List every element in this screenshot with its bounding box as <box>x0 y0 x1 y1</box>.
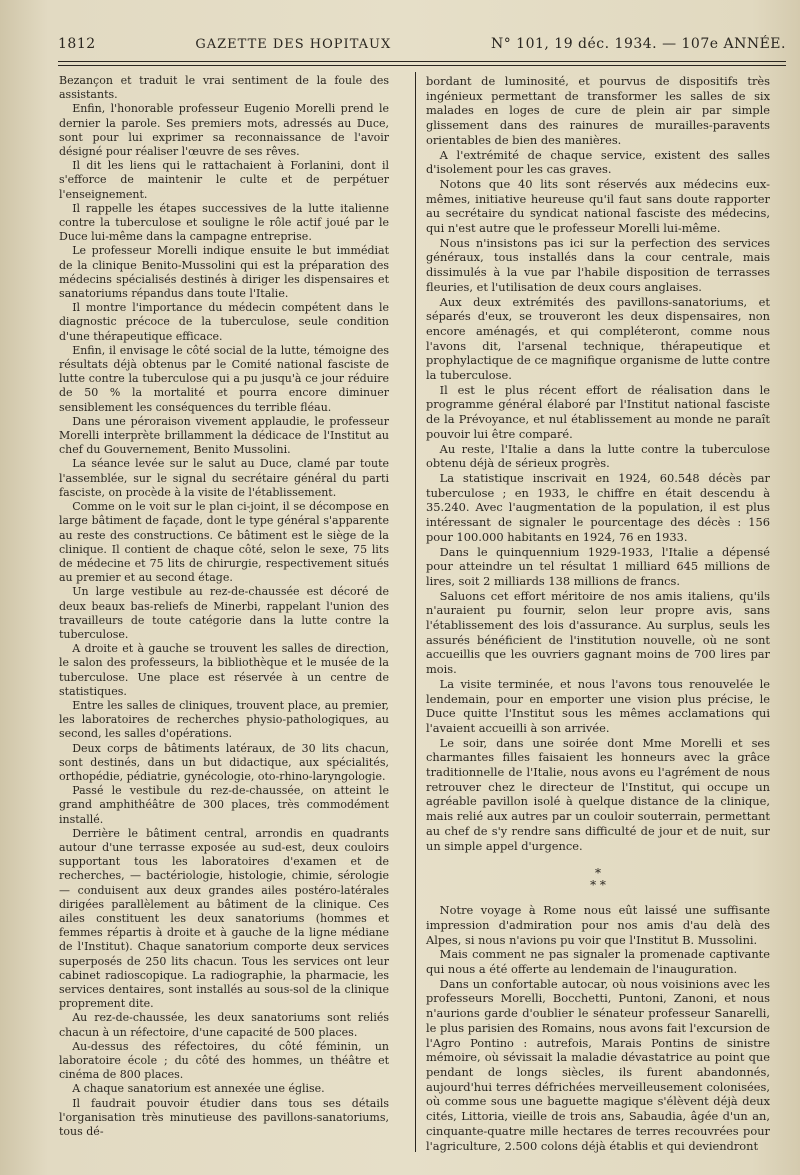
paragraph: Nous n'insistons pas ici sur la perfection des services généraux, tous installés dans la cour centrale, mais dissimulés à la vue par l'habile disposition de terrasses fleuries, et l'utilisation de deux cours anglaises. <box>426 235 770 294</box>
paragraph: Mais comment ne pas signaler la promenade captivante qui nous a été offerte au lendemain de l'inauguration. <box>426 947 770 977</box>
paragraph: Derrière le bâtiment central, arrondis en quadrants autour d'une terrasse exposée au sud-est, deux couloirs supportant tous les laboratoires d'examen et de recherches, — bactériologie, histologie, chimie, sérologie — conduisent aux deux grandes ailes postéro-latérales dirigées parallèlement au bâtiment de la clinique. Ces ailes constituent les deux sanatoriums (hommes et femmes répartis à droite et à gauche de la ligne médiane de l'Institut). Chaque sanatorium comporte deux services superposés de 250 lits chacun. Tous les services ont leur cabinet radioscopique. La radiographie, la pharmacie, les services dentaires, sont installés au sous-sol de la clinique proprement dite. <box>59 826 389 1011</box>
right-column <box>426 74 770 1153</box>
paragraph: Au reste, l'Italie a dans la lutte contre la tuberculose obtenu déjà de sérieux progrès. <box>426 441 770 471</box>
paragraph: Notre voyage à Rome nous eût laissé une suffisante impression d'admiration pour nos amis d'au delà des Alpes, si nous n'avions pu voir que l'Institut B. Mussolini. <box>426 903 770 947</box>
paragraph: Dans une péroraison vivement applaudie, le professeur Morelli interprète brillamment la dédicace de l'Institut au chef du Gouvernement, Benito Mussolini. <box>59 414 389 457</box>
paragraph: Au-dessus des réfectoires, du côté féminin, un laboratoire école ; du côté des hommes, un théâtre et cinéma de 800 places. <box>59 1039 389 1082</box>
paragraph: Comme on le voit sur le plan ci-joint, il se décompose en large bâtiment de façade, dont le type général s'apparente au reste des constructions. Ce bâtiment est le siège de la clinique. Il contient de chaque côté, selon le sexe, 75 lits de médecine et 75 lits de chirurgie, respectivement situés au premier et au second étage. <box>59 500 389 585</box>
page-header <box>58 36 786 56</box>
separator-stars: * * <box>590 878 606 893</box>
paragraph: Bezançon et traduit le vrai sentiment de la foule des assistants. <box>59 74 389 102</box>
column-divider <box>415 72 416 1152</box>
paragraph: Saluons cet effort méritoire de nos amis italiens, qu'ils n'auraient pu fournir, selon leur propre avis, sans l'établissement des lois d'assurance. Au surplus, seuls les assurés bénéficient de l'institution nouvelle, où ne sont accueillis que les ouvriers gagnant moins de 700 lires par mois. <box>426 588 770 677</box>
paragraph: Enfin, il envisage le côté social de la lutte, témoigne des résultats déjà obtenus par le Comité national fasciste de lutte contre la tuberculose qui a pu jusqu'à ce jour réduire de 50 % la mortalité et pourra encore diminuer sensiblement les conséquences du terrible fléau. <box>59 343 389 414</box>
paragraph: Il faudrait pouvoir étudier dans tous ses détails l'organisation très minutieuse des pavillons-sanatoriums, tous dé- <box>59 1096 389 1139</box>
paragraph: A chaque sanatorium est annexée une église. <box>72 1082 325 1096</box>
paragraph: Il est le plus récent effort de réalisation dans le programme général élaboré par l'Institut national fasciste de la Prévoyance, et nul établissement au monde ne paraît pouvoir lui être comparé. <box>426 382 770 441</box>
paragraph: Il rappelle les étapes successives de la lutte italienne contre la tuberculose et souligne le rôle actif joué par le Duce lui-même dans la campagne entreprise. <box>59 201 389 244</box>
paragraph: La visite terminée, et nous l'avons tous renouvelée le lendemain, pour en emporter une vision plus précise, le Duce quitte l'Institut sous les mêmes acclamations qui l'avaient accueilli à son arrivée. <box>426 676 770 735</box>
paragraph: Le soir, dans une soirée dont Mme Morelli et ses charmantes filles faisaient les honneurs avec la grâce traditionnelle de l'Italie, nous avons eu l'agrément de nous retrouver chez le directeur de l'Institut, qui occupe un agréable pavillon isolé à quelque distance de la clinique, mais relié aux autres par un couloir souterrain, permettant au chef de s'y rendre sans difficulté de jour et de nuit, sur un simple appel d'urgence. <box>426 735 770 853</box>
page-number: 1812 <box>58 36 96 52</box>
paragraph: La statistique inscrivait en 1924, 60.548 décès par tuberculose ; en 1933, le chiffre en était descendu à 35.240. Avec l'augmentation de la population, il est plus intéressant de signaler le pourcentage des décès : 156 pour 100.000 habitants en 1924, 76 en 1933. <box>426 470 770 544</box>
paragraph: A l'extrémité de chaque service, existent des salles d'isolement pour les cas graves. <box>426 147 770 177</box>
paragraph: Dans un confortable autocar, où nous voisinions avec les professeurs Morelli, Bocchetti, Puntoni, Zanoni, et nous n'aurions garde d'oublier le sénateur professeur Sanarelli, le plus parisien des Romains, nous avons fait l'excursion de l'Agro Pontino : autrefois, Marais Pontins de sinistre mémoire, où sévissait la maladie dévastatrice au point que pendant de longs siècles, ils furent abandonnés, aujourd'hui terres défrichées merveilleusement colonisées, où comme sous une baguette magique s'élèvent déjà deux cités, Littoria, vieille de trois ans, Sabaudia, âgée d'un an, cinquante-quatre mille hectares de terres recouvrées pour l'agriculture, 2.500 colons déjà établis et qui deviendront <box>426 976 770 1153</box>
paragraph: bordant de luminosité, et pourvus de dispositifs très ingénieux permettant de transformer les salles de six malades en loges de cure de plein air par simple glissement dans des rainures de murailles-paravents orientables de bien des manières. <box>426 74 770 147</box>
header-rule <box>58 61 786 62</box>
paragraph: Enfin, l'honorable professeur Eugenio Morelli prend le dernier la parole. Ses premiers mots, adressés au Duce, sont pour lui exprimer sa reconnaissance de l'avoir désigné pour réaliser l'œuvre de ses rêves. <box>59 102 389 159</box>
separator-star: * <box>595 866 601 881</box>
paragraph: Aux deux extrémités des pavillons-sanatoriums, et séparés d'eux, se trouveront les deux dispensaires, non encore aménagés, et qui compléteront, comme nous l'avons dit, l'arsenal technique, thérapeutique et prophylactique de ce magnifique organisme de lutte contre la tuberculose. <box>426 294 770 383</box>
paragraph: Au rez-de-chaussée, les deux sanatoriums sont reliés chacun à un réfectoire, d'une capacité de 500 places. <box>59 1011 389 1039</box>
paragraph: Il montre l'importance du médecin compétent dans le diagnostic précoce de la tuberculose, seule condition d'une thérapeutique efficace. <box>59 301 389 343</box>
paragraph: Dans le quinquennium 1929-1933, l'Italie a dépensé pour atteindre un tel résultat 1 milliard 645 millions de lires, soit 2 milliards 138 millions de francs. <box>426 544 770 588</box>
section-separator <box>426 867 770 891</box>
paragraph: Entre les salles de cliniques, trouvent place, au premier, les laboratoires de recherches physio-pathologiques, au second, les salles d'opérations. <box>59 698 389 741</box>
paragraph: Deux corps de bâtiments latéraux, de 30 lits chacun, sont destinés, dans un but didactique, aux spécialités, orthopédie, pédiatrie, gynécologie, oto-rhino-laryngologie. <box>59 741 389 783</box>
paragraph: Il dit les liens qui le rattachaient à Forlanini, dont il s'efforce de maintenir le culte et de perpétuer l'enseignement. <box>59 159 389 201</box>
paragraph: La séance levée sur le salut au Duce, clamé par toute l'assemblée, sur le signal du secrétaire général du parti fasciste, on procède à la visite de l'établissement. <box>59 457 389 499</box>
paragraph: Notons que 40 lits sont réservés aux médecins eux-mêmes, initiative heureuse qu'il faut sans doute rapporter au secrétaire du syndicat national fasciste des médecins, qui n'est autre que le professeur Morelli lui-même. <box>426 176 770 236</box>
header-rule-thin <box>58 65 786 66</box>
left-column <box>59 74 389 1139</box>
paragraph: A droite et à gauche se trouvent les salles de direction, le salon des professeurs, la bibliothèque et le musée de la tuberculose. Une place est réservée à un centre de statistiques. <box>59 642 389 698</box>
journal-title: GAZETTE DES HOPITAUX <box>195 37 392 52</box>
paragraph: Passé le vestibule du rez-de-chaussée, on atteint le grand amphithéâtre de 300 places, très commodément installé. <box>59 784 389 826</box>
paragraph: Le professeur Morelli indique ensuite le but immédiat de la clinique Benito-Mussolini qui est la préparation des médecins spécialisés destinés à diriger les dispensaires et sanatoriums répandus dans toute l'Italie. <box>59 244 389 301</box>
paragraph: Un large vestibule au rez-de-chaussée est décoré de deux beaux bas-reliefs de Minerbi, rappelant l'union des travailleurs de toute catégorie dans la lutte contre la tuberculose. <box>59 585 389 641</box>
issue-info: N° 101, 19 déc. 1934. — 107e ANNÉE. <box>490 36 786 52</box>
